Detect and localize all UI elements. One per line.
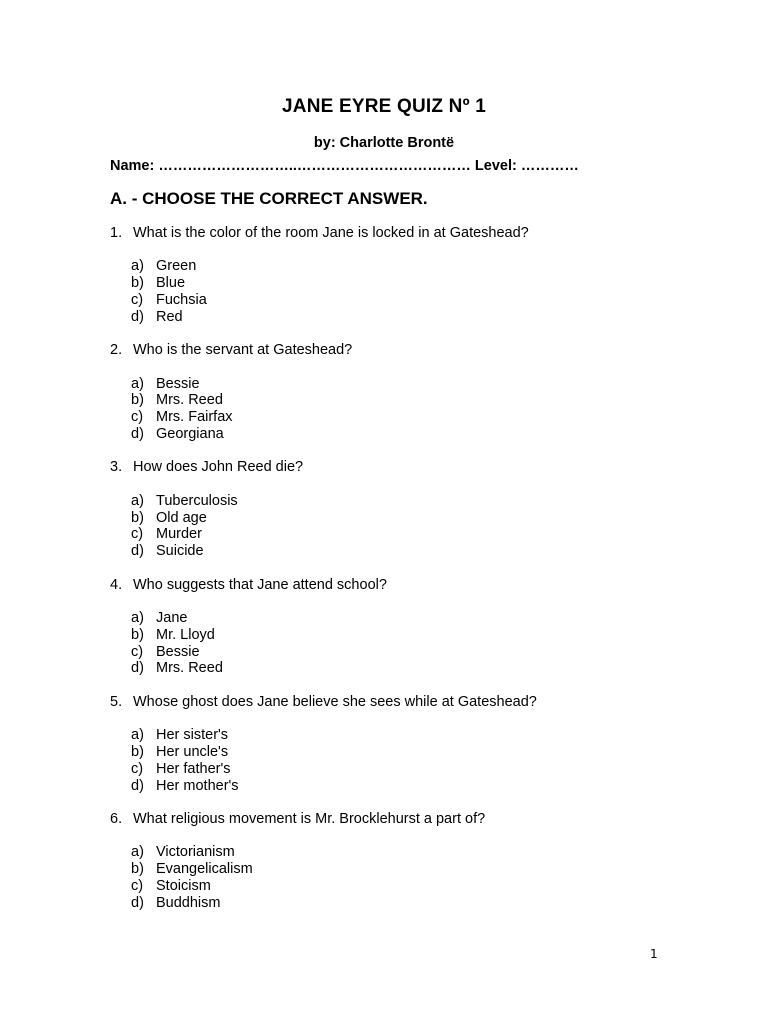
answer-option	[131, 426, 670, 443]
option-text: Old age	[156, 509, 207, 526]
question-text: Who is the servant at Gateshead?	[133, 342, 353, 359]
question-item	[110, 577, 670, 678]
option-letter: a)	[131, 375, 144, 392]
answer-option	[131, 526, 670, 543]
answer-option	[131, 292, 670, 309]
answer-options	[131, 493, 670, 560]
option-text: Mrs. Reed	[156, 660, 223, 677]
option-text: Stoicism	[156, 877, 211, 894]
option-letter: b)	[131, 392, 144, 409]
question-item	[110, 811, 670, 912]
answer-option	[131, 861, 670, 878]
question-text: How does John Reed die?	[133, 459, 304, 476]
option-letter: d)	[131, 543, 144, 560]
option-text: Her father's	[156, 760, 231, 777]
option-letter: c)	[131, 760, 144, 777]
option-letter: a)	[131, 727, 144, 744]
option-letter: b)	[131, 275, 144, 292]
question-number: 5.	[110, 693, 123, 710]
question-row	[110, 577, 670, 594]
question-number: 2.	[110, 342, 123, 359]
answer-option	[131, 627, 670, 644]
answer-option	[131, 778, 670, 795]
question-number: 3.	[110, 459, 123, 476]
option-text: Green	[156, 258, 197, 275]
question-number: 6.	[110, 810, 123, 827]
answer-options	[131, 610, 670, 677]
question-row	[110, 459, 670, 476]
answer-option	[131, 844, 670, 861]
answer-option	[131, 510, 670, 527]
answer-option	[131, 275, 670, 292]
answer-option	[131, 493, 670, 510]
answer-option	[131, 392, 670, 409]
option-text: Buddhism	[156, 894, 221, 911]
answer-option	[131, 744, 670, 761]
question-row	[110, 694, 670, 711]
name-level-line: Name: ………………………..……………………………… Level: …………	[110, 158, 579, 174]
answer-option	[131, 376, 670, 393]
page-number: 1	[650, 947, 658, 961]
option-text: Mrs. Reed	[156, 392, 223, 409]
author-line: by: Charlotte Brontë	[313, 135, 455, 151]
option-letter: d)	[131, 894, 144, 911]
option-letter: b)	[131, 861, 144, 878]
answer-option	[131, 409, 670, 426]
answer-option	[131, 309, 670, 326]
option-letter: d)	[131, 426, 144, 443]
option-letter: d)	[131, 660, 144, 677]
answer-options	[131, 258, 670, 325]
question-list	[110, 225, 670, 928]
answer-option	[131, 660, 670, 677]
question-number: 4.	[110, 576, 123, 593]
question-row	[110, 225, 670, 242]
section-heading: A. - CHOOSE THE CORRECT ANSWER.	[110, 189, 428, 208]
question-item	[110, 342, 670, 443]
option-letter: d)	[131, 308, 144, 325]
answer-options	[131, 376, 670, 443]
option-letter: b)	[131, 509, 144, 526]
option-letter: b)	[131, 626, 144, 643]
question-text: What religious movement is Mr. Brocklehurst a part of?	[133, 810, 486, 827]
answer-option	[131, 644, 670, 661]
option-text: Her mother's	[156, 777, 239, 794]
option-text: Fuchsia	[156, 292, 207, 309]
option-text: Tuberculosis	[156, 492, 238, 509]
option-text: Bessie	[156, 643, 200, 660]
question-text: What is the color of the room Jane is locked in at Gateshead?	[133, 225, 529, 241]
answer-option	[131, 258, 670, 275]
question-text: Whose ghost does Jane believe she sees while at Gateshead?	[133, 693, 537, 710]
option-text: Evangelicalism	[156, 861, 253, 878]
answer-option	[131, 727, 670, 744]
option-letter: a)	[131, 492, 144, 509]
option-letter: c)	[131, 409, 144, 426]
question-item	[110, 694, 670, 795]
option-text: Jane	[156, 610, 188, 626]
answer-option	[131, 761, 670, 778]
question-number: 1.	[110, 225, 123, 241]
page-title: JANE EYRE QUIZ Nº 1	[282, 96, 486, 117]
question-row	[110, 811, 670, 828]
option-text: Georgiana	[156, 426, 224, 443]
option-text: Mrs. Fairfax	[156, 409, 233, 426]
answer-options	[131, 844, 670, 911]
option-text: Mr. Lloyd	[156, 626, 215, 643]
question-item	[110, 459, 670, 560]
option-text: Suicide	[156, 543, 204, 560]
option-text: Murder	[156, 526, 202, 543]
option-letter: c)	[131, 292, 144, 309]
option-text: Red	[156, 308, 183, 325]
answer-option	[131, 610, 670, 627]
option-text: Her sister's	[156, 727, 229, 744]
option-letter: a)	[131, 258, 144, 275]
option-letter: c)	[131, 526, 144, 543]
option-letter: c)	[131, 643, 144, 660]
answer-options	[131, 727, 670, 794]
option-text: Victorianism	[156, 844, 235, 861]
answer-option	[131, 543, 670, 560]
answer-option	[131, 878, 670, 895]
option-letter: d)	[131, 777, 144, 794]
question-row	[110, 342, 670, 359]
option-letter: b)	[131, 743, 144, 760]
option-letter: a)	[131, 844, 144, 861]
option-text: Bessie	[156, 375, 200, 392]
option-text: Blue	[156, 275, 186, 292]
option-letter: c)	[131, 877, 144, 894]
option-letter: a)	[131, 610, 144, 626]
option-text: Her uncle's	[156, 743, 229, 760]
question-text: Who suggests that Jane attend school?	[133, 576, 387, 593]
answer-option	[131, 895, 670, 912]
question-item	[110, 225, 670, 326]
